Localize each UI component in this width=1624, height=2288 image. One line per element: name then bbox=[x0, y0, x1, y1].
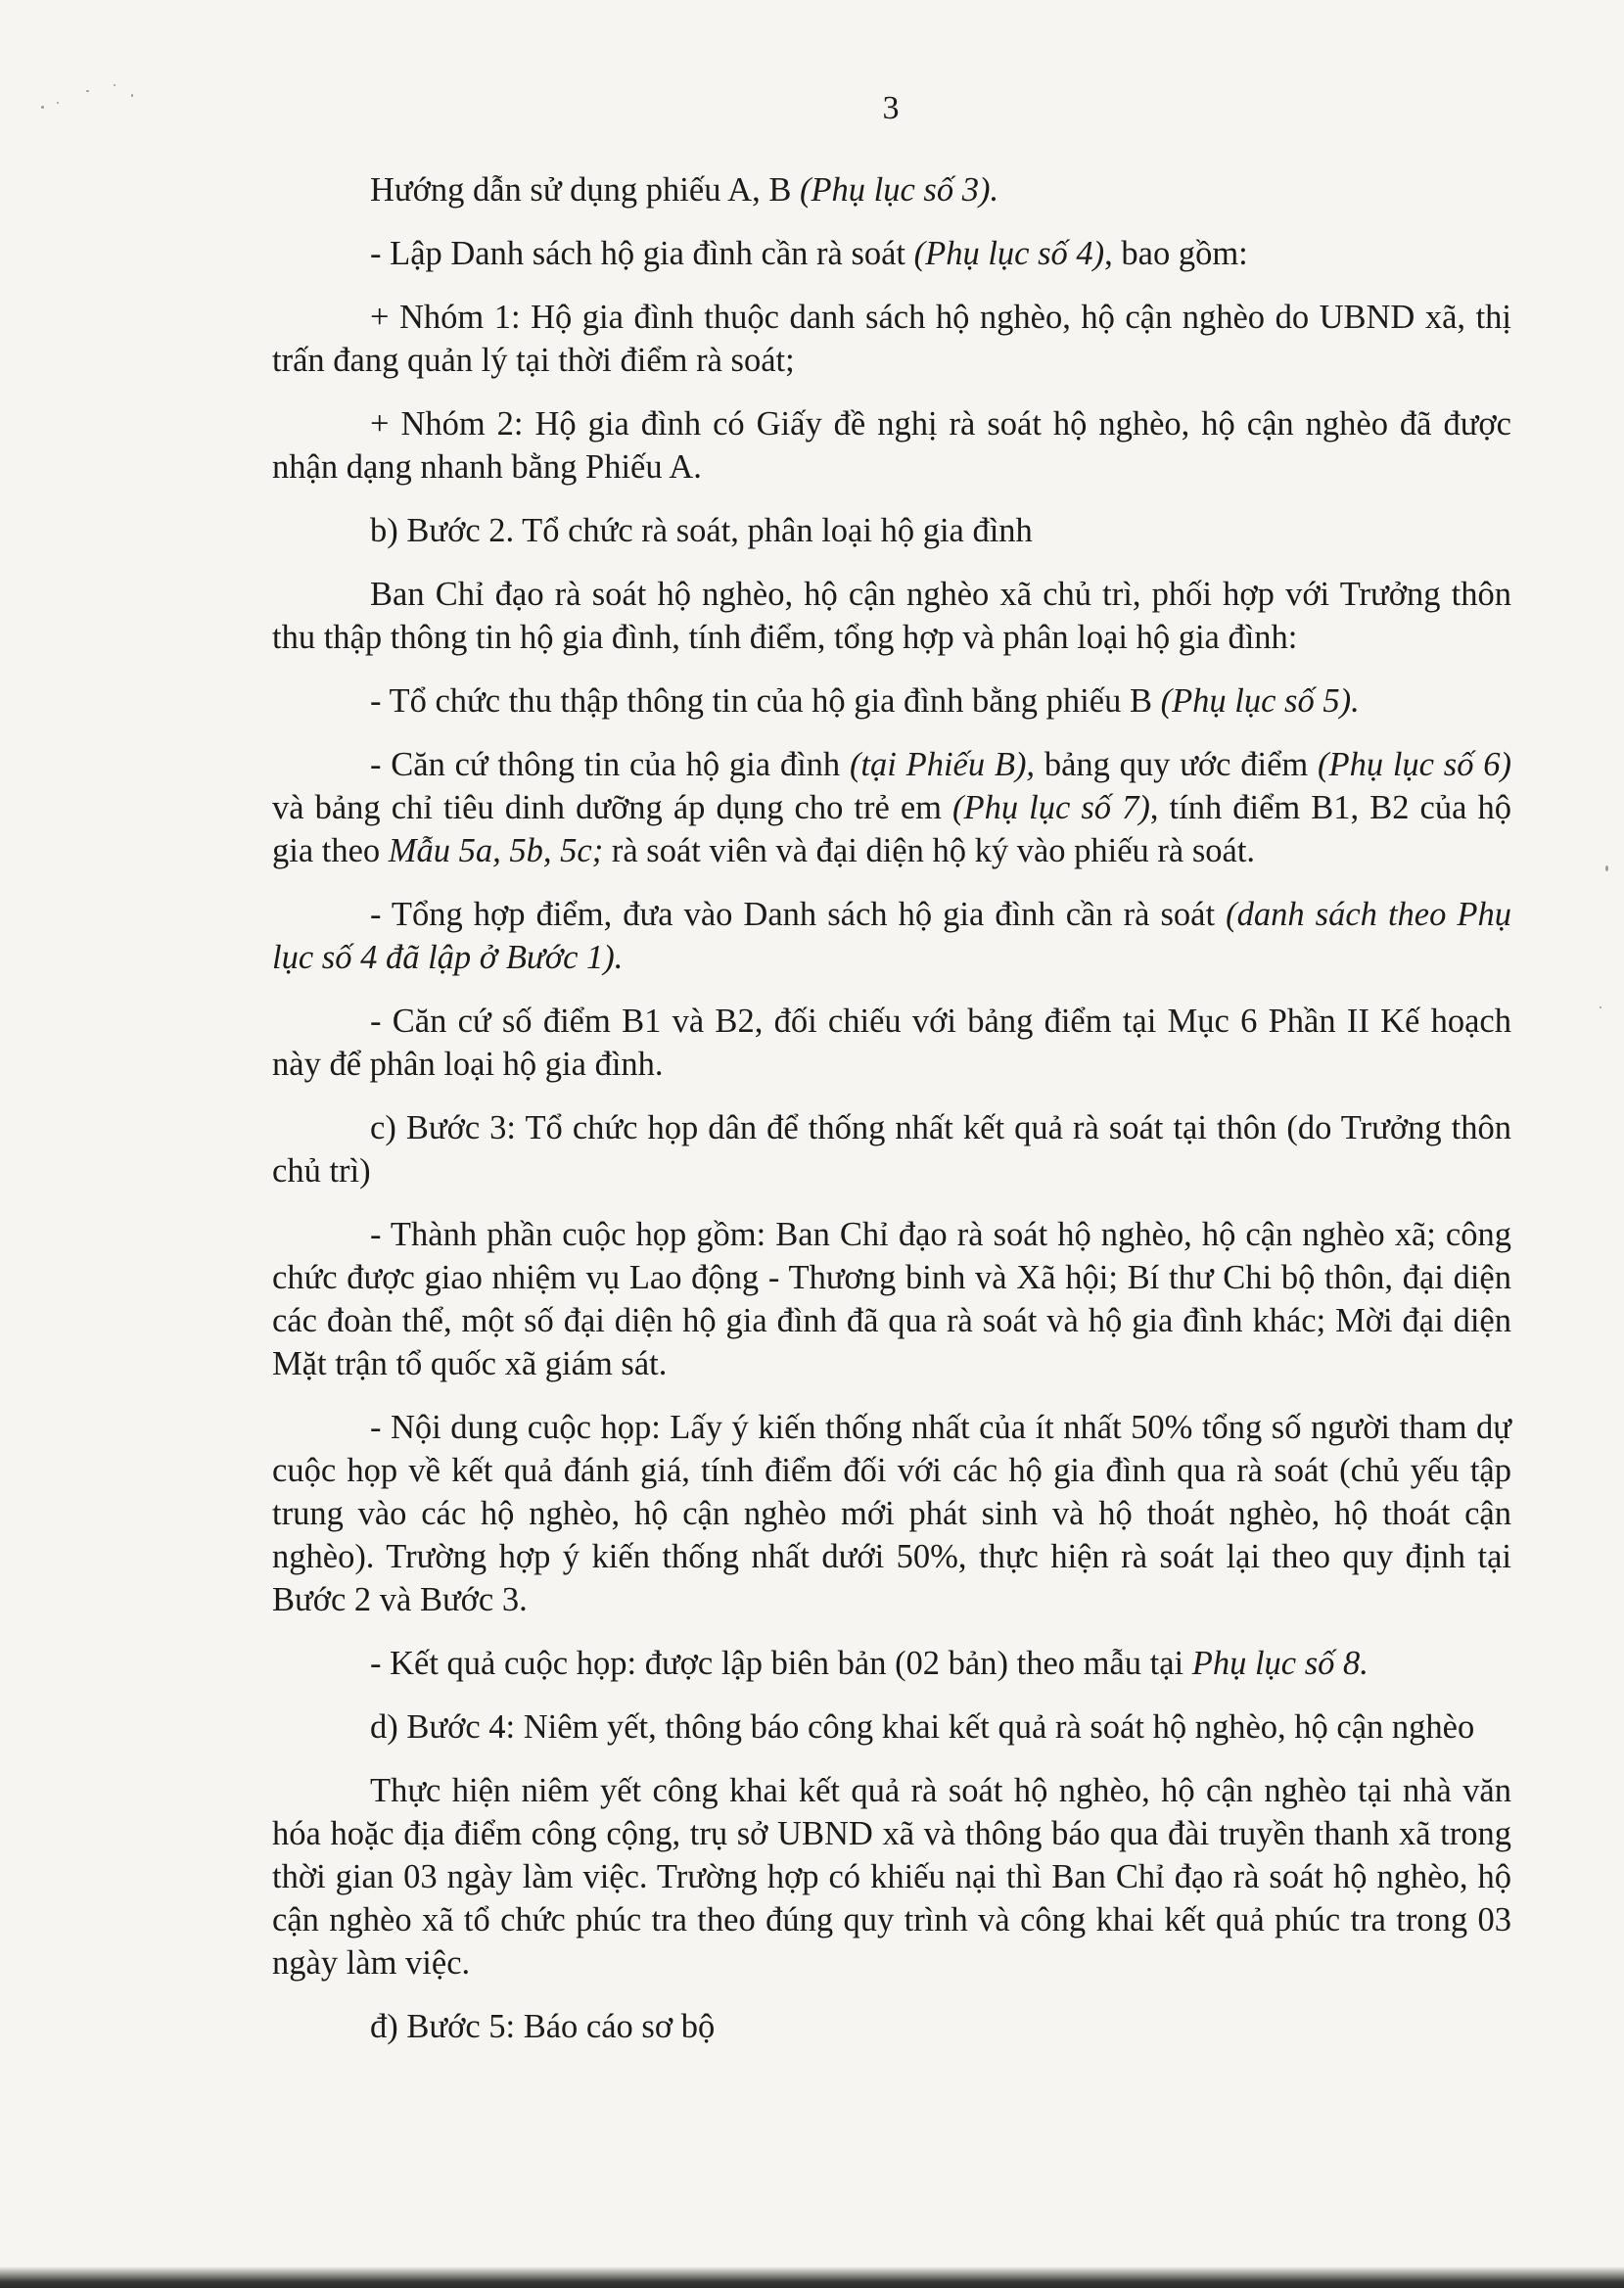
heading-step-3: c) Bước 3: Tổ chức họp dân để thống nhất kết quả rà soát tại thôn (do Trưởng thôn chủ trì) bbox=[272, 1109, 1511, 1190]
paragraph-group-2: + Nhóm 2: Hộ gia đình có Giấy đề nghị rà soát hộ nghèo, hộ cận nghèo đã được nhận dạng nhanh bằng Phiếu A. bbox=[272, 405, 1511, 486]
result-text: - Kết quả cuộc họp: được lập biên bản (02 bản) theo mẫu tại bbox=[370, 1645, 1192, 1682]
paragraph-meeting-result bbox=[272, 1642, 1511, 1685]
paragraph-summary bbox=[272, 893, 1511, 979]
summary-text: - Tổng hợp điểm, đưa vào Danh sách hộ gia đình cần rà soát bbox=[370, 896, 1227, 933]
paragraph-meeting-content: - Nội dung cuộc họp: Lấy ý kiến thống nhất của ít nhất 50% tổng số người tham dự cuộc họp về kết quả đánh giá, tính điểm đối với các hộ gia đình qua rà soát (chủ yếu tập trung vào các hộ nghèo, hộ cận nghèo mới phát sinh và hộ thoát nghèo, hộ thoát cận nghèo). Trường hợp ý kiến thống nhất dưới 50%, thực hiện rà soát lại theo quy định tại Bước 2 và Bước 3. bbox=[272, 1409, 1511, 1618]
scan-speck bbox=[1605, 865, 1608, 871]
scoring-ref-4: Mẫu 5a, 5b, 5c; bbox=[388, 832, 604, 869]
paragraph-steering-committee: Ban Chỉ đạo rà soát hộ nghèo, hộ cận nghèo xã chủ trì, phối hợp với Trưởng thôn thu thập thông tin hộ gia đình, tính điểm, tổng hợp và phân loại hộ gia đình: bbox=[272, 576, 1511, 656]
collect-appendix-ref: (Phụ lục số 5). bbox=[1160, 682, 1360, 720]
list-text: - Lập Danh sách hộ gia đình cần rà soát bbox=[370, 235, 914, 272]
scoring-ref-1: (tại Phiếu B), bbox=[849, 746, 1036, 783]
paragraph-meeting-members: - Thành phần cuộc họp gồm: Ban Chỉ đạo rà soát hộ nghèo, hộ cận nghèo xã; công chức được giao nhiệm vụ Lao động - Thương binh và Xã hội; Bí thư Chi bộ thôn, đại diện các đoàn thể, một số đại diện hộ gia đình đã qua rà soát và hộ gia đình khác; Mời đại diện Mặt trận tổ quốc xã giám sát. bbox=[272, 1216, 1511, 1382]
scoring-ref-2: (Phụ lục số 6) bbox=[1318, 746, 1511, 783]
guide-text: Hướng dẫn sử dụng phiếu A, B bbox=[370, 171, 800, 209]
paragraph-collect-info bbox=[272, 679, 1511, 723]
scoring-text-3: và bảng chỉ tiêu dinh dưỡng áp dụng cho trẻ em bbox=[272, 789, 953, 826]
paragraph-classify: - Căn cứ số điểm B1 và B2, đối chiếu với bảng điểm tại Mục 6 Phần II Kế hoạch này để phân loại hộ gia đình. bbox=[272, 1003, 1511, 1083]
list-appendix-ref: (Phụ lục số 4) bbox=[913, 235, 1105, 272]
summary-ref: (danh sách theo Phụ lục số 4 đã lập ở Bước 1). bbox=[272, 896, 1512, 976]
heading-step-2: b) Bước 2. Tổ chức rà soát, phân loại hộ gia đình bbox=[370, 512, 1033, 549]
scoring-text-5: rà soát viên và đại diện hộ ký vào phiếu rà soát. bbox=[603, 832, 1256, 869]
scoring-text-2: bảng quy ước điểm bbox=[1035, 746, 1318, 783]
heading-step-5: đ) Bước 5: Báo cáo sơ bộ bbox=[370, 2008, 716, 2045]
list-text-end: , bao gồm: bbox=[1104, 235, 1248, 272]
collect-text: - Tổ chức thu thập thông tin của hộ gia đình bằng phiếu B bbox=[370, 682, 1161, 720]
page-number: 3 bbox=[882, 90, 900, 126]
paragraph-list-households bbox=[272, 232, 1511, 275]
scan-speck bbox=[1600, 1006, 1601, 1008]
heading-step-4: d) Bước 4: Niêm yết, thông báo công khai kết quả rà soát hộ nghèo, hộ cận nghèo bbox=[370, 1708, 1475, 1746]
scan-bottom-edge bbox=[0, 2266, 1624, 2288]
document-body bbox=[272, 168, 1511, 2069]
guide-appendix-ref: (Phụ lục số 3). bbox=[799, 171, 999, 209]
scoring-text-4: , tính điểm B1, B2 của hộ gia theo bbox=[272, 789, 1511, 869]
result-ref: Phụ lục số 8. bbox=[1191, 1645, 1369, 1682]
paragraph-publish: Thực hiện niêm yết công khai kết quả rà soát hộ nghèo, hộ cận nghèo tại nhà văn hóa hoặc địa điểm công cộng, trụ sở UBND xã và thông báo qua đài truyền thanh xã trong thời gian 03 ngày làm việc. Trường hợp có khiếu nại thì Ban Chỉ đạo rà soát hộ nghèo, hộ cận nghèo xã tổ chức phúc tra theo đúng quy trình và công khai kết quả phúc tra trong 03 ngày làm việc. bbox=[272, 1772, 1511, 1982]
scoring-ref-3: (Phụ lục số 7) bbox=[952, 789, 1150, 826]
paragraph-group-1: + Nhóm 1: Hộ gia đình thuộc danh sách hộ nghèo, hộ cận nghèo do UBND xã, thị trấn đang quản lý tại thời điểm rà soát; bbox=[272, 299, 1511, 379]
paragraph-guide bbox=[272, 168, 1511, 211]
paragraph-scoring bbox=[272, 743, 1511, 872]
scoring-text-1: - Căn cứ thông tin của hộ gia đình bbox=[370, 746, 850, 783]
scan-speck bbox=[114, 84, 116, 86]
